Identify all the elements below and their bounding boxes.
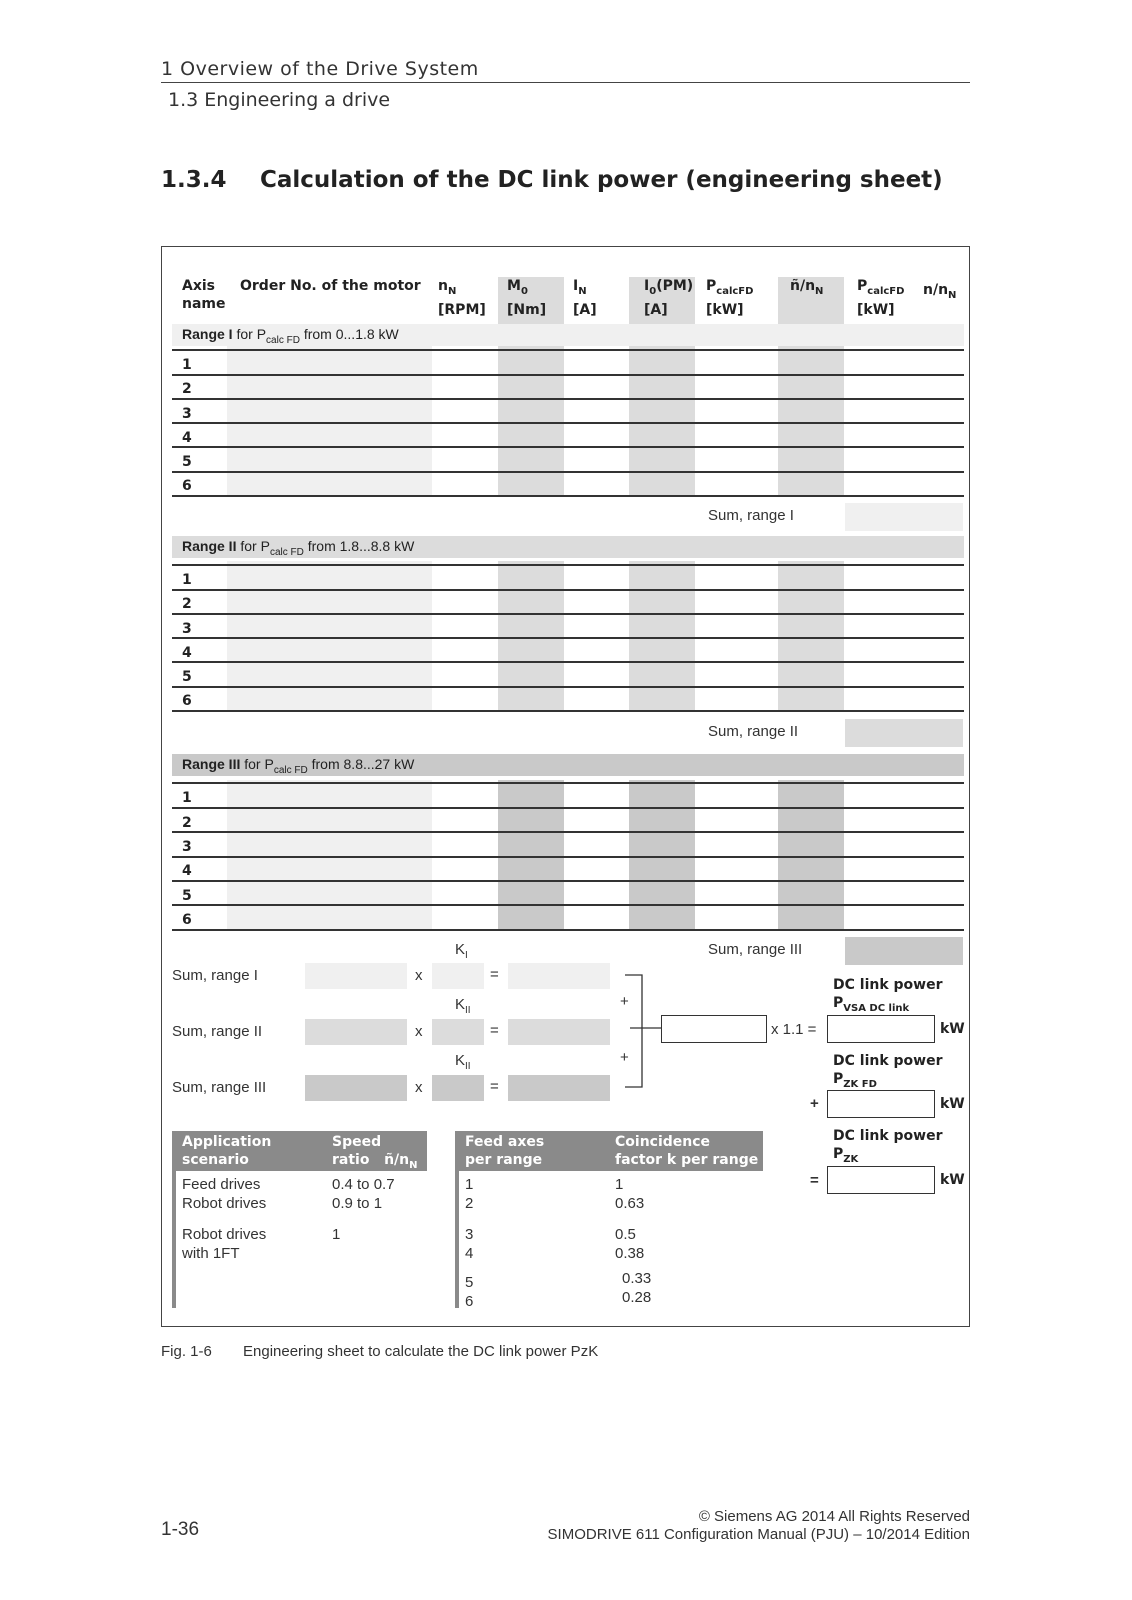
figure-number: Fig. 1-6 xyxy=(161,1343,212,1360)
coin-table-bar xyxy=(455,1171,459,1308)
times-sign: x xyxy=(415,1079,423,1096)
app-col-scenario: Application scenario xyxy=(182,1134,272,1168)
row-number: 2 xyxy=(182,815,192,831)
footer-copyright: © Siemens AG 2014 All Rights Reserved xyxy=(698,1508,970,1525)
running-header-chapter: 1 Overview of the Drive System xyxy=(161,58,479,80)
row-line xyxy=(172,589,964,591)
row-line xyxy=(172,929,964,931)
row-number: 6 xyxy=(182,912,192,928)
coin-factor: 1 xyxy=(615,1176,624,1193)
equals-sign: = xyxy=(490,1078,499,1095)
row-line xyxy=(172,782,964,784)
m0-col-shade-r2 xyxy=(498,561,564,711)
app-table-bar xyxy=(172,1171,176,1308)
i0-col-shade-r2 xyxy=(629,561,695,711)
equals-sign: = xyxy=(490,1022,499,1039)
plus-sign: + xyxy=(620,993,629,1010)
k2-field[interactable] xyxy=(432,1019,484,1045)
k3-label: $K_{II}$ xyxy=(455,1052,471,1072)
equals-sign: = xyxy=(810,1172,819,1189)
sum-range-2-field[interactable] xyxy=(845,719,963,747)
section-title: Calculation of the DC link power (engineering sheet) xyxy=(260,167,943,193)
page-number: 1-36 xyxy=(161,1519,200,1540)
col-I0PM: $I_0(PM)$ [A] xyxy=(644,278,694,318)
row-number: 2 xyxy=(182,596,192,612)
coin-col-axes: Feed axes per range xyxy=(465,1134,545,1168)
factor-label: x 1.1 = xyxy=(771,1021,817,1038)
sum-range-1-field[interactable] xyxy=(845,503,963,531)
row-line xyxy=(172,880,964,882)
coin-factor: 0.5 xyxy=(615,1226,636,1243)
col-PcalcFD-2: $P_{calcFD}$ [kW] xyxy=(857,278,905,318)
row-line xyxy=(172,495,964,497)
calc-sum1-label: Sum, range I xyxy=(172,967,258,984)
k1-label: $K_I$ xyxy=(455,941,468,961)
sum-range-3-field[interactable] xyxy=(845,937,963,965)
total-sum-field[interactable] xyxy=(661,1015,767,1043)
row-number: 4 xyxy=(182,645,192,661)
vsa-label: DC link power $P_{VSA DC link}$ xyxy=(833,977,943,1014)
calc-sum3-label: Sum, range III xyxy=(172,1079,267,1096)
calc-res2-field[interactable] xyxy=(508,1019,610,1045)
row-line xyxy=(172,471,964,473)
row-number: 2 xyxy=(182,381,192,397)
order-col-shade-r1 xyxy=(227,346,432,496)
plus-sign: + xyxy=(620,1049,629,1066)
sum-range-3-label: Sum, range III xyxy=(708,941,803,958)
coin-factor: 0.38 xyxy=(615,1245,645,1262)
calc-sum2-label: Sum, range II xyxy=(172,1023,263,1040)
k1-field[interactable] xyxy=(432,963,484,989)
times-sign: x xyxy=(415,967,423,984)
app-row-ratio: 0.4 to 0.7 xyxy=(332,1176,395,1193)
row-line xyxy=(172,831,964,833)
col-ntilde: $ñ/n_N$ xyxy=(790,278,824,297)
coin-factor: 0.33 xyxy=(622,1270,652,1287)
row-number: 5 xyxy=(182,454,192,470)
col-IN: $I_N$ [A] xyxy=(573,278,597,318)
ntilde-col-shade-r2 xyxy=(778,561,844,711)
row-line xyxy=(172,661,964,663)
coin-axis: 1 xyxy=(465,1176,474,1193)
calc-sum2-field[interactable] xyxy=(305,1019,407,1045)
sum-range-2-label: Sum, range II xyxy=(708,723,799,740)
sum-range-1-label: Sum, range I xyxy=(708,507,794,524)
range-label-1: Range I for $P_{calc FD}$ from 0...1.8 kW xyxy=(182,326,399,346)
row-line xyxy=(172,904,964,906)
zk-fd-field[interactable] xyxy=(827,1090,935,1118)
row-number: 6 xyxy=(182,478,192,494)
row-number: 1 xyxy=(182,790,192,806)
coin-axis: 5 xyxy=(465,1274,474,1291)
row-number: 5 xyxy=(182,669,192,685)
row-number: 4 xyxy=(182,863,192,879)
order-col-shade-r2 xyxy=(227,561,432,711)
unit-kw: kW xyxy=(940,1096,965,1112)
col-M0: $M_0$ [Nm] xyxy=(507,278,547,318)
coin-axis: 2 xyxy=(465,1195,474,1212)
plus-sign: + xyxy=(810,1095,819,1112)
row-line xyxy=(172,710,964,712)
app-row-ratio: 1 xyxy=(332,1226,341,1243)
row-line xyxy=(172,686,964,688)
equals-sign: = xyxy=(490,966,499,983)
row-line xyxy=(172,374,964,376)
coin-factor: 0.63 xyxy=(615,1195,645,1212)
order-col-shade-r3 xyxy=(227,780,432,930)
col-axis-name: Axis name xyxy=(182,278,226,312)
m0-col-shade-r3 xyxy=(498,780,564,930)
app-row-ratio: 0.9 to 1 xyxy=(332,1195,383,1212)
row-line xyxy=(172,637,964,639)
row-number: 6 xyxy=(182,693,192,709)
range-label-2: Range II for $P_{calc FD}$ from 1.8...8.8 kW xyxy=(182,538,415,558)
coin-axis: 4 xyxy=(465,1245,474,1262)
k3-field[interactable] xyxy=(432,1075,484,1101)
zk-label: DC link power $P_{ZK}$ xyxy=(833,1128,943,1165)
ntilde-col-shade-r1 xyxy=(778,277,844,496)
row-line xyxy=(172,564,964,566)
col-order-no: Order No. of the motor xyxy=(240,278,421,294)
app-col-ratio: Speed ratio $ñ/n_N$ xyxy=(332,1134,418,1171)
calc-sum1-field[interactable] xyxy=(305,963,407,989)
row-number: 3 xyxy=(182,621,192,637)
ntilde-col-shade-r3 xyxy=(778,780,844,930)
row-line xyxy=(172,422,964,424)
row-number: 5 xyxy=(182,888,192,904)
range-label-3: Range III for $P_{calc FD}$ from 8.8...27 kW xyxy=(182,756,415,776)
i0-col-shade-r3 xyxy=(629,780,695,930)
coin-col-factor: Coincidence factor k per range xyxy=(615,1134,759,1168)
zk-total-field[interactable] xyxy=(827,1166,935,1194)
row-line xyxy=(172,398,964,400)
times-sign: x xyxy=(415,1023,423,1040)
coin-axis: 6 xyxy=(465,1293,474,1310)
app-row-scenario: Robot drives with 1FT xyxy=(182,1226,267,1262)
coin-axis: 3 xyxy=(465,1226,474,1243)
running-header-section: 1.3 Engineering a drive xyxy=(168,89,391,111)
header-rule xyxy=(161,82,970,83)
row-line xyxy=(172,807,964,809)
unit-kw: kW xyxy=(940,1021,965,1037)
row-number: 1 xyxy=(182,357,192,373)
row-number: 3 xyxy=(182,406,192,422)
row-line xyxy=(172,856,964,858)
col-n-ratio: $n/n_N$ xyxy=(923,282,957,301)
vsa-dc-link-field[interactable] xyxy=(827,1015,935,1043)
zkfd-label: DC link power $P_{ZK FD}$ xyxy=(833,1053,943,1090)
app-row-scenario: Robot drives xyxy=(182,1195,267,1212)
unit-kw: kW xyxy=(940,1172,965,1188)
coin-factor: 0.28 xyxy=(622,1289,652,1306)
row-line xyxy=(172,613,964,615)
calc-sum3-field[interactable] xyxy=(305,1075,407,1101)
row-number: 1 xyxy=(182,572,192,588)
calc-res3-field[interactable] xyxy=(508,1075,610,1101)
app-row-scenario: Feed drives xyxy=(182,1176,261,1193)
figure-caption: Engineering sheet to calculate the DC link power PzK xyxy=(243,1343,599,1360)
row-number: 4 xyxy=(182,430,192,446)
row-line xyxy=(172,446,964,448)
col-PcalcFD: $P_{calcFD}$ [kW] xyxy=(706,278,754,318)
col-nN: $n_N$ [RPM] xyxy=(438,278,486,318)
k2-label: $K_{II}$ xyxy=(455,996,471,1016)
calc-res1-field[interactable] xyxy=(508,963,610,989)
section-number: 1.3.4 xyxy=(161,167,227,193)
footer-manual: SIMODRIVE 611 Configuration Manual (PJU) – 10/2014 Edition xyxy=(547,1526,970,1543)
row-number: 3 xyxy=(182,839,192,855)
row-line xyxy=(172,349,964,351)
